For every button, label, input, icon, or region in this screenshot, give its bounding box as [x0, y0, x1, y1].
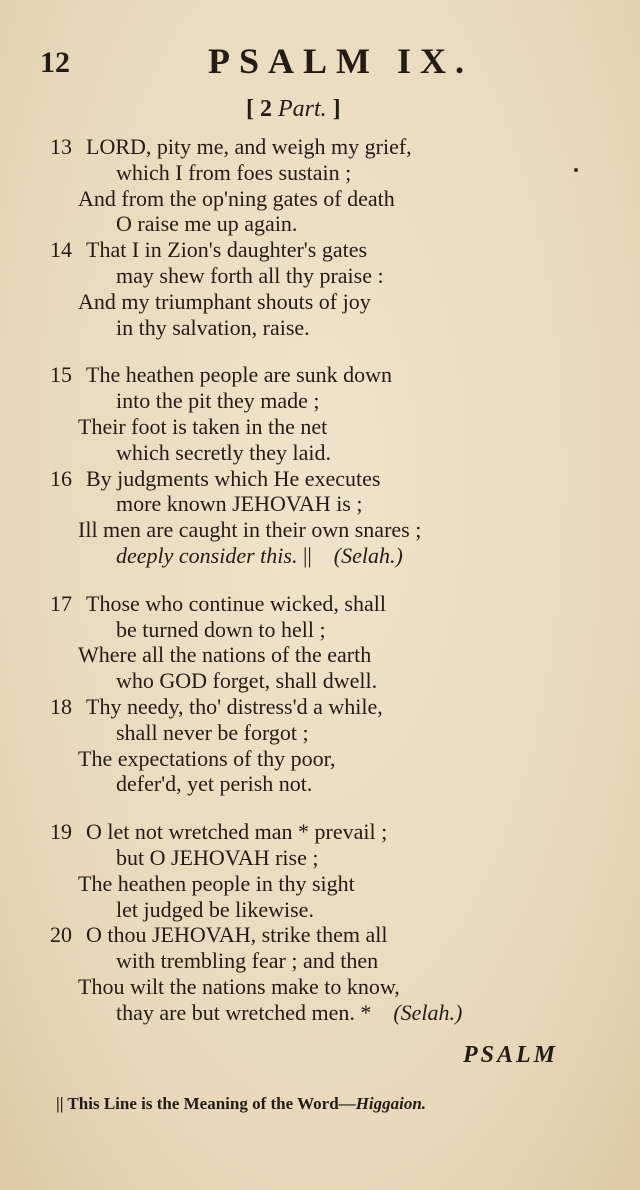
line-text: thay are but wretched men. *: [116, 999, 372, 1025]
part-open: [ 2: [246, 96, 272, 122]
running-head: PSALM IX.: [208, 41, 474, 81]
line-text: Their foot is taken in the net: [78, 413, 328, 439]
verse-line: [50, 211, 610, 237]
verse-line: [50, 160, 610, 186]
verse-line: [50, 362, 610, 388]
parallel-mark: ||: [297, 542, 312, 568]
line-text: with trembling fear ; and then: [116, 948, 379, 974]
verse-line: [50, 263, 610, 289]
verse-number: 19: [50, 819, 72, 845]
line-text: O thou JEHOVAH, strike them all: [86, 922, 388, 948]
line-text: By judgments which He executes: [86, 465, 381, 491]
italic-text: deeply consider this.: [116, 542, 298, 568]
verse-19: [50, 819, 610, 922]
verse-13: [50, 134, 610, 237]
verse-line: [50, 819, 610, 845]
line-text: O let not wretched man * prevail ;: [86, 819, 388, 845]
verse-18: [50, 694, 610, 797]
verse-14: [50, 237, 610, 340]
verse-line: [50, 694, 610, 720]
verse-line: [50, 388, 610, 414]
catchword: PSALM: [463, 1042, 559, 1068]
line-text: into the pit they made ;: [116, 388, 320, 414]
line-text: Thou wilt the nations make to know,: [78, 973, 400, 999]
footnote: [56, 1094, 426, 1114]
verse-16: [50, 466, 610, 569]
line-text: let judged be likewise.: [116, 896, 314, 922]
verse-line: [50, 974, 610, 1000]
verse-line: [50, 1000, 610, 1026]
verse-line: [50, 948, 610, 974]
line-text: The expectations of thy poor,: [78, 745, 336, 771]
verse-line: [50, 642, 610, 668]
verse-line: [50, 720, 610, 746]
line-text: shall never be forgot ;: [116, 719, 309, 745]
verse-line: [50, 771, 610, 797]
line-text: O raise me up again.: [116, 211, 298, 237]
verse-line: [50, 845, 610, 871]
part-title: [246, 96, 341, 123]
verse-line: [50, 517, 610, 543]
verse-number: 15: [50, 362, 72, 388]
selah-label: (Selah.): [333, 542, 403, 568]
footnote-text: || This Line is the Meaning of the Word—: [56, 1094, 356, 1113]
part-close: ]: [332, 96, 341, 122]
verse-number: 16: [50, 465, 72, 491]
verse-line: [50, 466, 610, 492]
page-number: 12: [40, 46, 70, 79]
verse-line: [50, 591, 610, 617]
verse-number: 20: [50, 922, 72, 948]
line-text: be turned down to hell ;: [116, 616, 326, 642]
verse-line: [50, 543, 610, 569]
verse-number: 13: [50, 134, 72, 159]
line-text: in thy salvation, raise.: [116, 314, 310, 340]
verse-number: 18: [50, 693, 72, 719]
verse-line: [50, 668, 610, 694]
verse-number: 14: [50, 237, 72, 263]
line-text: more known JEHOVAH is ;: [116, 491, 363, 517]
verse-line: [50, 491, 610, 517]
verse-line: [50, 237, 610, 263]
line-text: And my triumphant shouts of joy: [78, 288, 371, 314]
line-text: who GOD forget, shall dwell.: [116, 668, 378, 694]
verse-line: [50, 617, 610, 643]
line-text: That I in Zion's daughter's gates: [86, 237, 368, 263]
line-text: Thy needy, tho' distress'd a while,: [86, 693, 383, 719]
verse-line: [50, 440, 610, 466]
line-text: which secretly they laid.: [116, 439, 332, 465]
line-text: The heathen people are sunk down: [86, 362, 393, 388]
page-header: [40, 40, 560, 90]
psalm-text: [50, 134, 610, 1026]
verse-line: [50, 897, 610, 923]
line-text: may shew forth all thy praise :: [116, 262, 384, 288]
line-text: The heathen people in thy sight: [78, 870, 355, 896]
verse-15: [50, 362, 610, 465]
line-text: which I from foes sustain ;: [116, 159, 352, 185]
line-text: Where all the nations of the earth: [78, 642, 372, 668]
verse-line: [50, 922, 610, 948]
verse-line: [50, 186, 610, 212]
verse-17: [50, 591, 610, 694]
line-text: LORD, pity me, and weigh my grief,: [86, 134, 412, 159]
verse-line: [50, 289, 610, 315]
verse-number: 17: [50, 590, 72, 616]
footnote-italic: Higgaion.: [355, 1094, 427, 1113]
line-text: defer'd, yet perish not.: [116, 771, 313, 797]
verse-line: [50, 746, 610, 772]
verse-line: [50, 871, 610, 897]
verse-line: [50, 315, 610, 341]
verse-line: [50, 414, 610, 440]
verse-20: [50, 922, 610, 1025]
line-text: Ill men are caught in their own snares ;: [78, 517, 422, 543]
verse-line: [50, 134, 610, 160]
selah-label: (Selah.): [393, 999, 463, 1025]
line-text: Those who continue wicked, shall: [86, 590, 386, 616]
part-label: Part.: [278, 96, 327, 122]
line-text: And from the op'ning gates of death: [78, 185, 395, 211]
line-text: but O JEHOVAH rise ;: [116, 844, 319, 870]
